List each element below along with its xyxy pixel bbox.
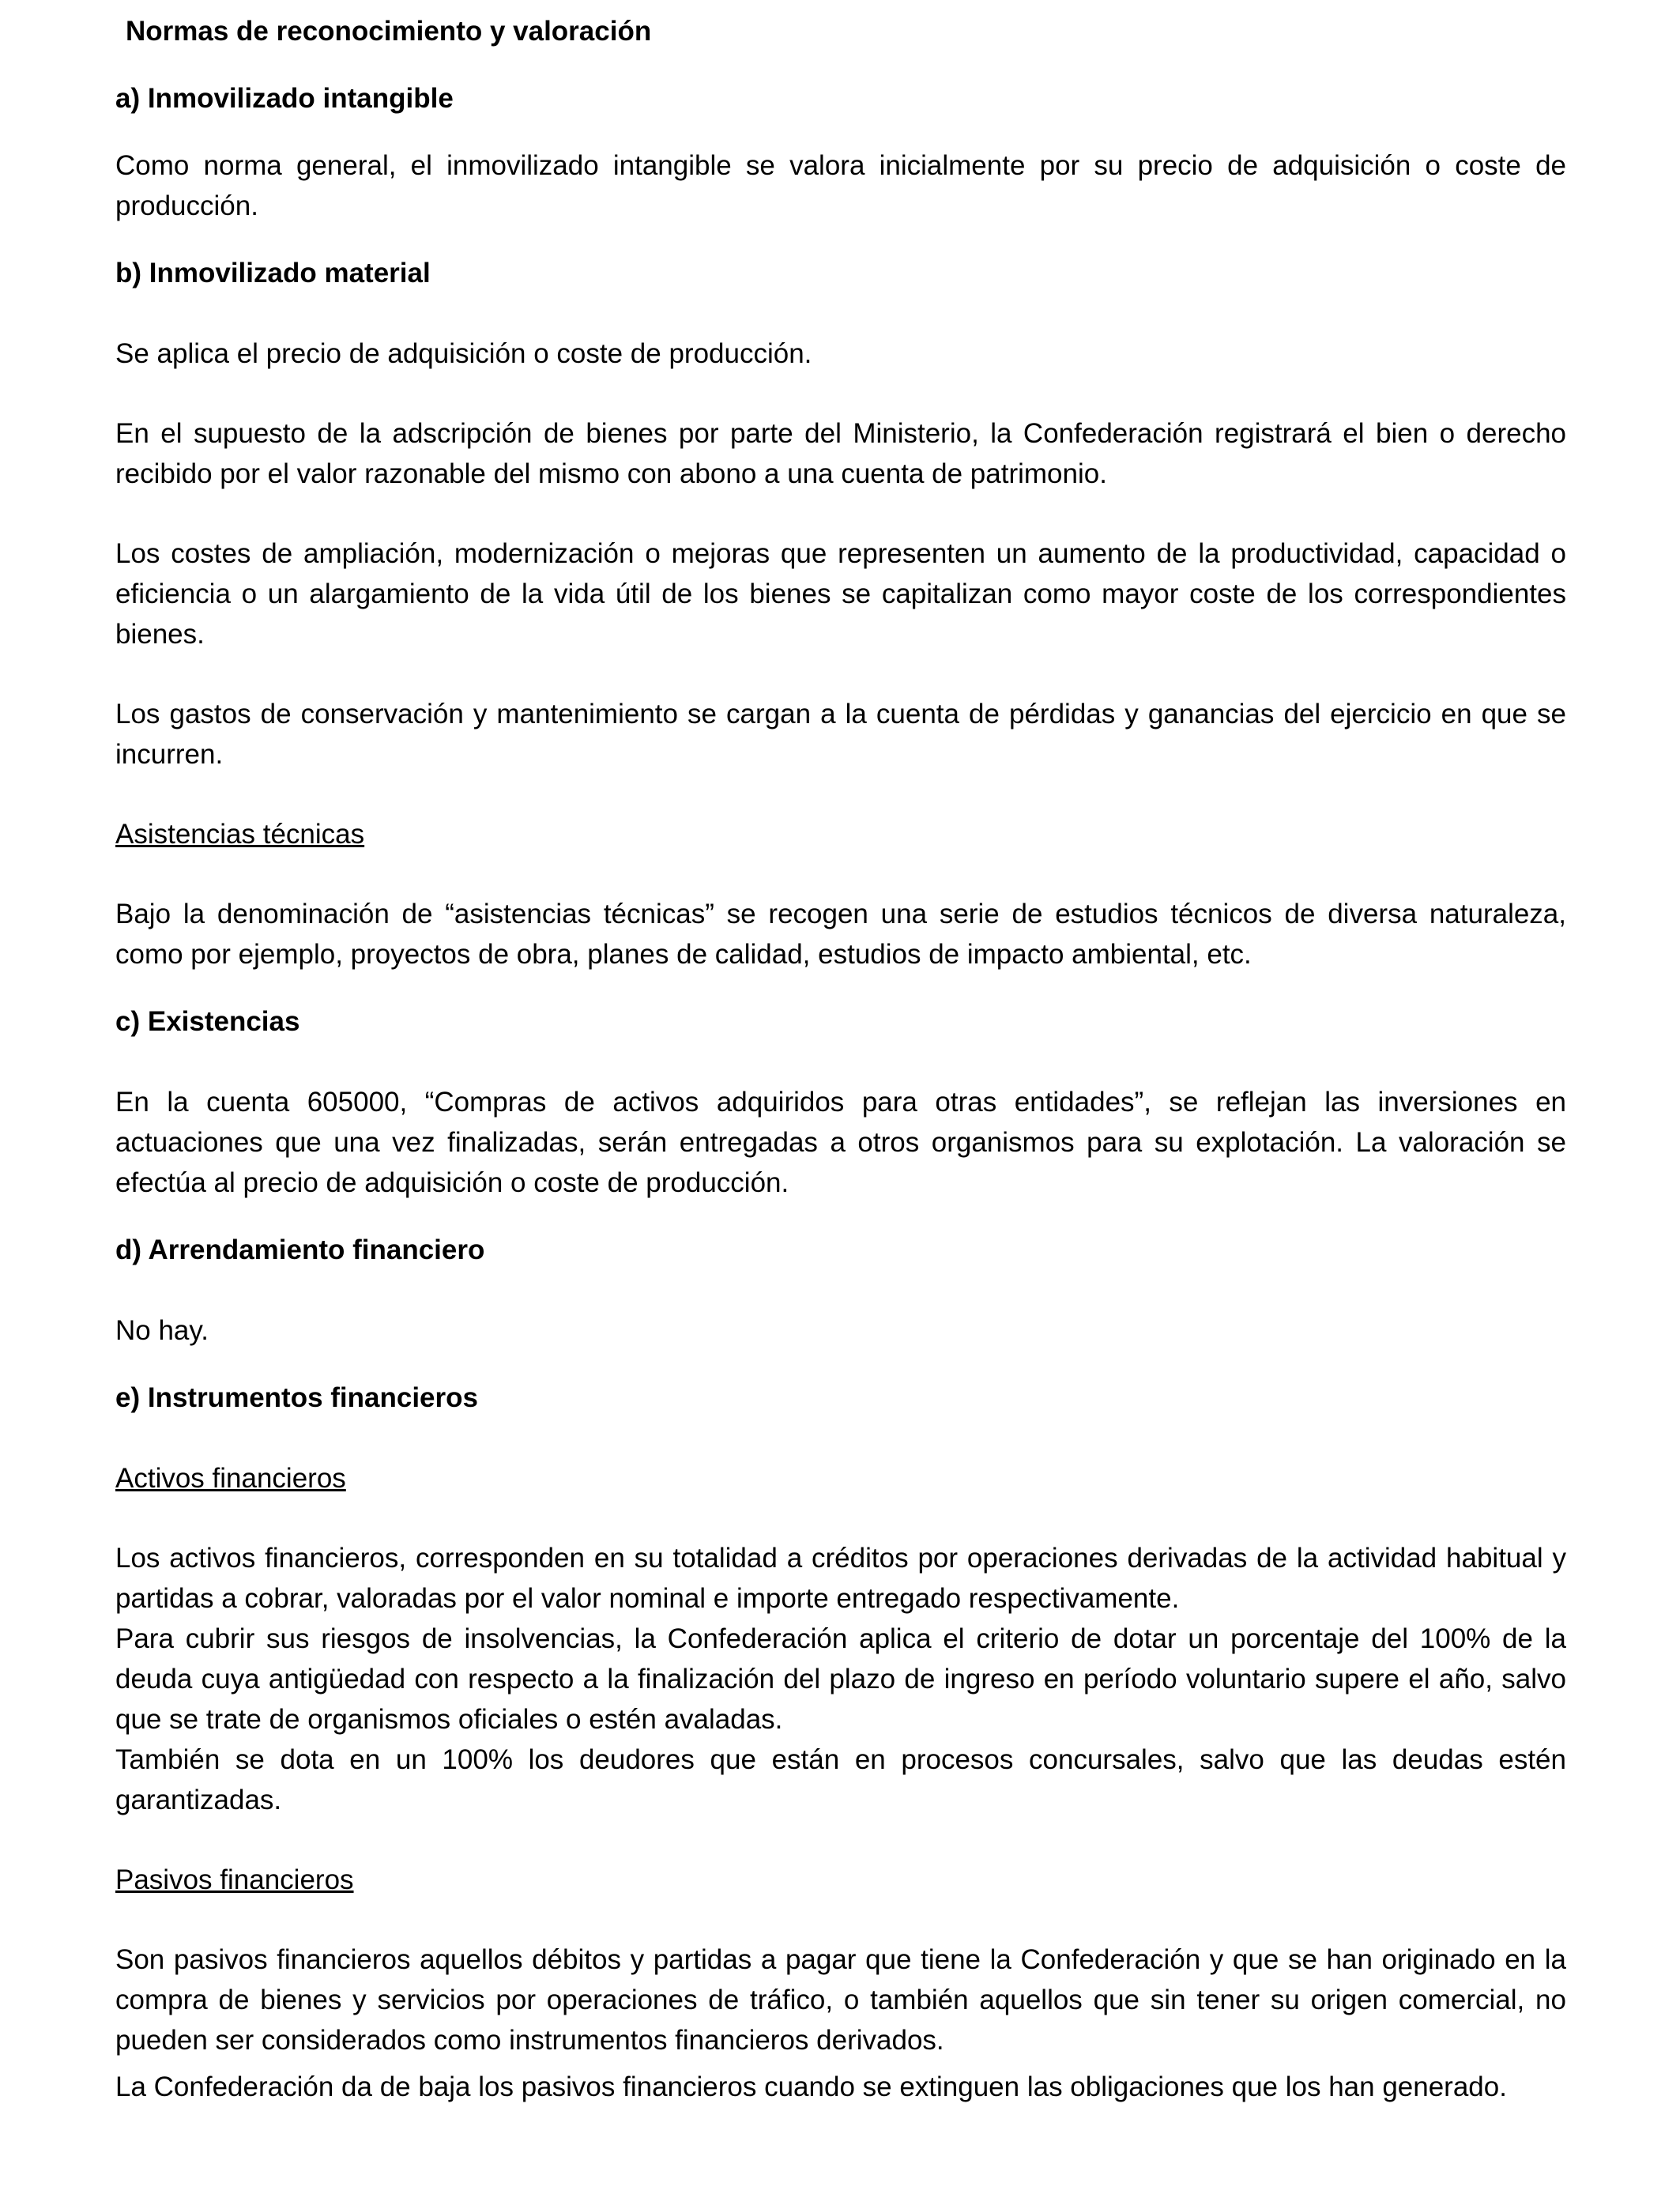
paragraph: También se dota en un 100% los deudores que están en procesos concursales, salvo que las deudas estén garantizadas. [115, 1744, 1566, 1815]
paragraph: En la cuenta 605000, “Compras de activos adquiridos para otras entidades”, se reflejan las inversiones en actuaciones que una vez finalizadas, serán entregadas a otros organismos para su explotación. La valoración se efectúa al precio de adquisición o coste de producción. [115, 1087, 1566, 1198]
page-title: Normas de reconocimiento y valoración [126, 16, 652, 47]
sub-heading-activos: Activos financieros [115, 1463, 346, 1494]
paragraph: La Confederación da de baja los pasivos financieros cuando se extinguen las obligaciones que los han generado. [115, 2071, 1507, 2102]
paragraph: No hay. [115, 1315, 209, 1346]
paragraph: Son pasivos financieros aquellos débitos y partidas a pagar que tiene la Confederación y que se han originado en la compra de bienes y servicios por operaciones de tráfico, o también aquellos que sin tener su origen comercial, no pueden ser considerados como instrumentos financieros derivados. [115, 1944, 1566, 2056]
section-heading-existencias: c) Existencias [115, 1006, 300, 1037]
section-heading-instrumentos: e) Instrumentos financieros [115, 1382, 478, 1413]
paragraph: Para cubrir sus riesgos de insolvencias, la Confederación aplica el criterio de dotar un porcentaje del 100% de la deuda cuya antigüedad con respecto a la finalización del plazo de ingreso en período voluntario supere el año, salvo que se trate de organismos oficiales o estén avaladas. [115, 1623, 1566, 1735]
paragraph: Como norma general, el inmovilizado intangible se valora inicialmente por su precio de adquisición o coste de producción. [115, 150, 1566, 221]
section-heading-arrendamiento: d) Arrendamiento financiero [115, 1235, 485, 1265]
paragraph: Los gastos de conservación y mantenimiento se cargan a la cuenta de pérdidas y ganancias del ejercicio en que se incurren. [115, 699, 1566, 770]
section-heading-material: b) Inmovilizado material [115, 258, 431, 288]
sub-heading-pasivos: Pasivos financieros [115, 1864, 354, 1895]
section-heading-intangible: a) Inmovilizado intangible [115, 83, 454, 114]
paragraph: En el supuesto de la adscripción de bienes por parte del Ministerio, la Confederación registrará el bien o derecho recibido por el valor razonable del mismo con abono a una cuenta de patrimonio. [115, 418, 1566, 489]
paragraph: Bajo la denominación de “asistencias técnicas” se recogen una serie de estudios técnicos de diversa naturaleza, como por ejemplo, proyectos de obra, planes de calidad, estudios de impacto ambiental, etc. [115, 899, 1566, 970]
sub-heading-asistencias: Asistencias técnicas [115, 819, 365, 850]
document-page [115, 0, 1566, 2107]
paragraph: Los activos financieros, corresponden en su totalidad a créditos por operaciones derivadas de la actividad habitual y partidas a cobrar, valoradas por el valor nominal e importe entregado respectivamente. [115, 1543, 1566, 1614]
paragraph: Los costes de ampliación, modernización o mejoras que representen un aumento de la productividad, capacidad o eficiencia o un alargamiento de la vida útil de los bienes se capitalizan como mayor coste de los correspondientes bienes. [115, 538, 1566, 650]
paragraph: Se aplica el precio de adquisición o coste de producción. [115, 338, 812, 369]
